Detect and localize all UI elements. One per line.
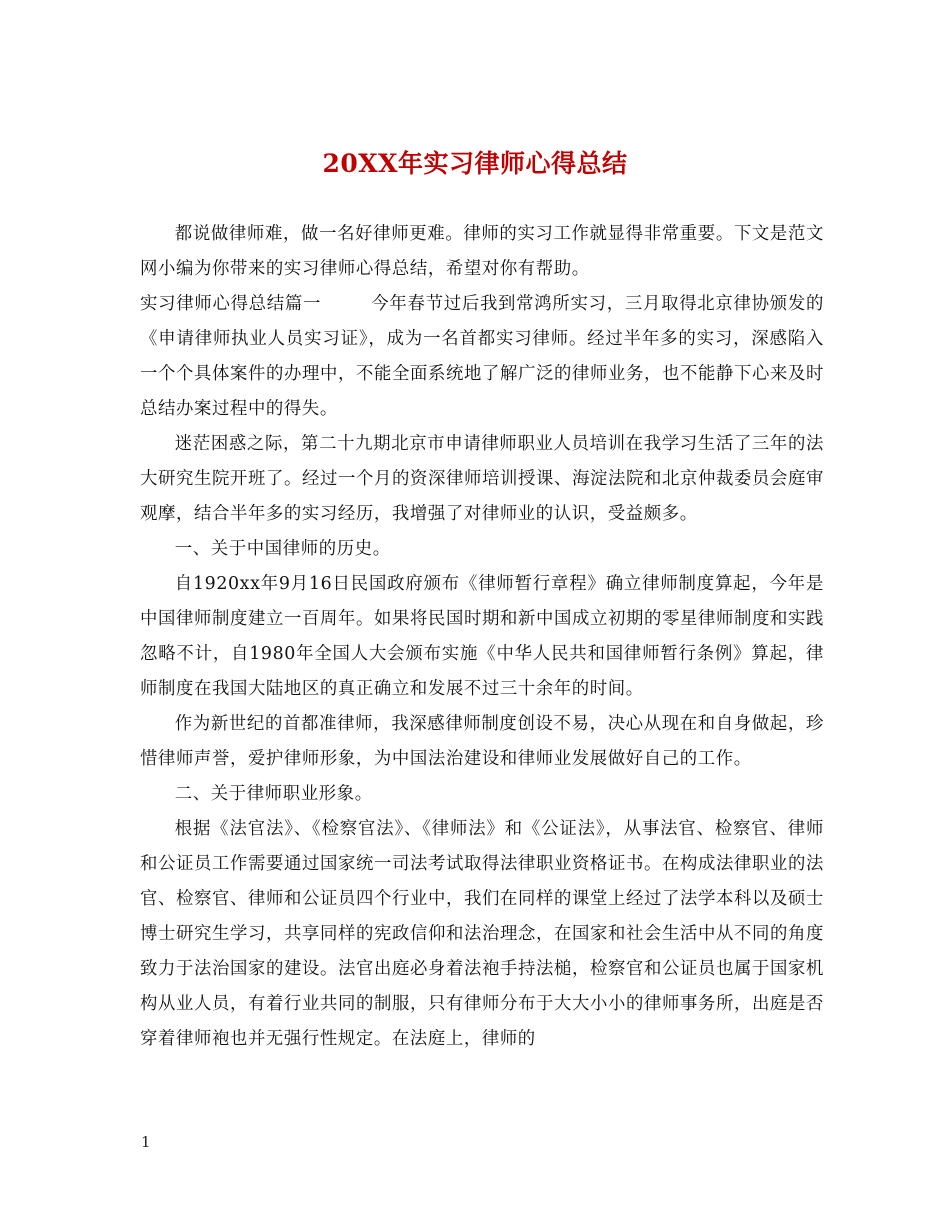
section-first-text: 今年春节过后我到常鸿所实习，三月取得北京律协颁发的《申请律师执业人员实习证》，成为一名首都实习律师。经过半年多的实习，深感陷入一个个具体案件的办理中，不能全面系统地了解广泛的律师业务，也不能静下心来及时总结办案过程中的得失。 [140,294,824,419]
document-body [140,217,824,1057]
document-title: 20XX年实习律师心得总结 [322,149,628,178]
section-paragraph [140,287,824,427]
section-label: 实习律师心得总结篇一 [140,294,322,314]
paragraph-history: 自1920xx年9月16日民国政府颁布《律师暂行章程》确立律师制度算起，今年是中国律师制度建立一百周年。如果将民国时期和新中国成立初期的零星律师制度和实践忽略不计，自1980年全国人大会颁布实施《中华人民共和国律师暂行条例》算起，律师制度在我国大陆地区的真正确立和发展不过三十余年的时间。 [140,574,824,699]
paragraph-training: 迷茫困惑之际，第二十九期北京市申请律师职业人员培训在我学习生活了三年的法大研究生院开班了。经过一个月的资深律师培训授课、海淀法院和北京仲裁委员会庭审观摩，结合半年多的实习经历，我增强了对律师业的认识，受益颇多。 [140,434,824,524]
paragraph-image: 根据《法官法》、《检察官法》、《律师法》和《公证法》，从事法官、检察官、律师和公证员工作需要通过国家统一司法考试取得法律职业资格证书。在构成法律职业的法官、检察官、律师和公证员四个行业中，我们在同样的课堂上经过了法学本科以及硕士博士研究生学习，共享同样的宪政信仰和法治理念，在国家和社会生活中从不同的角度致力于法治国家的建设。法官出庭必身着法袍手持法槌，检察官和公证员也属于国家机构从业人员，有着行业共同的制服，只有律师分布于大大小小的律师事务所，出庭是否穿着律师袍也并无强行性规定。在法庭上，律师的 [140,819,824,1049]
heading-image: 二、关于律师职业形象。 [174,784,373,804]
paragraph-commitment: 作为新世纪的首都准律师，我深感律师制度创设不易，决心从现在和自身做起，珍惜律师声誉，爱护律师形象，为中国法治建设和律师业发展做好自己的工作。 [140,714,824,769]
page-number: 1 [141,1133,151,1151]
heading-history: 一、关于中国律师的历史。 [174,539,391,559]
intro-paragraph: 都说做律师难，做一名好律师更难。律师的实习工作就显得非常重要。下文是范文网小编为你带来的实习律师心得总结，希望对你有帮助。 [140,224,824,279]
